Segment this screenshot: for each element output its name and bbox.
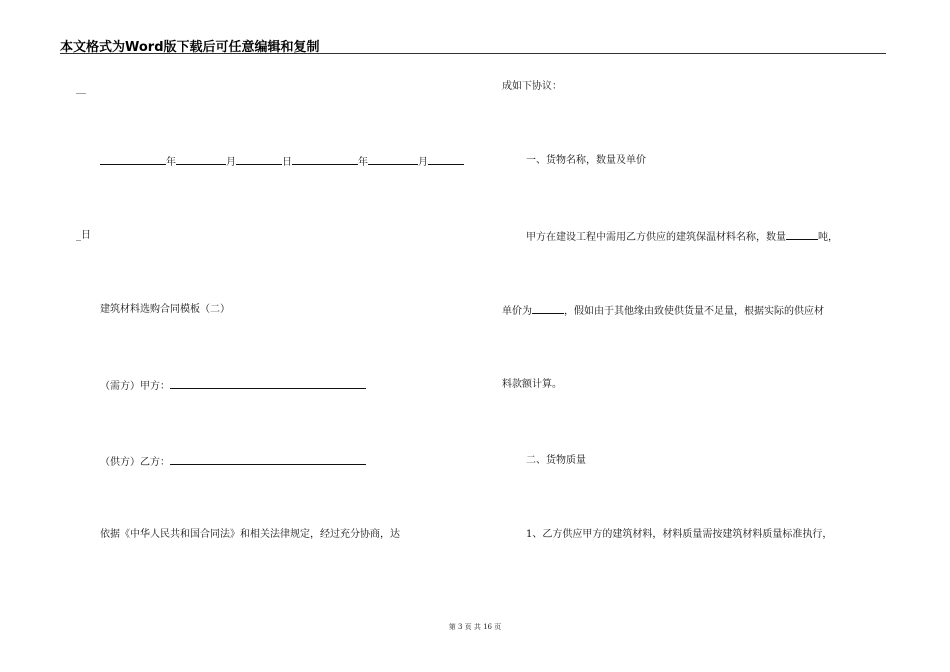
day-label: 日 bbox=[282, 157, 292, 168]
blank-field bbox=[292, 154, 358, 165]
section-1-title: 一、货物名称，数量及单价 bbox=[526, 155, 646, 166]
party-b-line bbox=[100, 454, 366, 470]
blank-field bbox=[428, 154, 464, 165]
date-blanks-line bbox=[100, 154, 464, 170]
day-fragment: _日 bbox=[76, 230, 91, 241]
blank-line-fragment: __ bbox=[76, 83, 86, 94]
quantity-blank bbox=[786, 229, 818, 240]
paragraph-text: 甲方在建设工程中需用乙方供应的建筑保温材料名称，数量 bbox=[526, 232, 786, 243]
blank-field bbox=[100, 154, 166, 165]
basis-paragraph: 依据《中华人民共和国合同法》和相关法律规定，经过充分协商，达 bbox=[100, 529, 400, 540]
section-2-title: 二、货物质量 bbox=[526, 455, 586, 466]
header-divider bbox=[60, 53, 886, 54]
paragraph-1-line-1 bbox=[526, 229, 838, 245]
document-header-title: 本文格式为Word版下载后可任意编辑和复制 bbox=[60, 40, 320, 55]
unit-price-blank bbox=[532, 303, 564, 314]
year-label: 年 bbox=[358, 157, 368, 168]
page-number: 第 3 页 共 16 页 bbox=[448, 623, 502, 631]
blank-field bbox=[368, 154, 418, 165]
party-a-label: （需方）甲方： bbox=[100, 381, 170, 392]
month-label: 月 bbox=[418, 157, 428, 168]
party-a-blank bbox=[170, 378, 366, 389]
party-b-blank bbox=[170, 454, 366, 465]
year-label: 年 bbox=[166, 157, 176, 168]
party-a-line bbox=[100, 378, 366, 394]
contract-title: 建筑材料选购合同模板（二） bbox=[100, 304, 230, 315]
blank-field bbox=[236, 154, 282, 165]
paragraph-text: ，假如由于其他缘由致使供货量不足量，根据实际的供应材 bbox=[564, 306, 824, 317]
month-label: 月 bbox=[226, 157, 236, 168]
paragraph-1-line-2 bbox=[502, 303, 824, 319]
blank-field bbox=[176, 154, 226, 165]
paragraph-text: 吨， bbox=[818, 232, 838, 243]
paragraph-2-line-1: 1、乙方供应甲方的建筑材料，材料质量需按建筑材料质量标准执行， bbox=[526, 529, 833, 540]
agreement-intro: 成如下协议： bbox=[502, 81, 562, 92]
paragraph-text: 单价为 bbox=[502, 306, 532, 317]
paragraph-1-line-3: 料款额计算。 bbox=[502, 379, 562, 390]
party-b-label: （供方）乙方： bbox=[100, 457, 170, 468]
